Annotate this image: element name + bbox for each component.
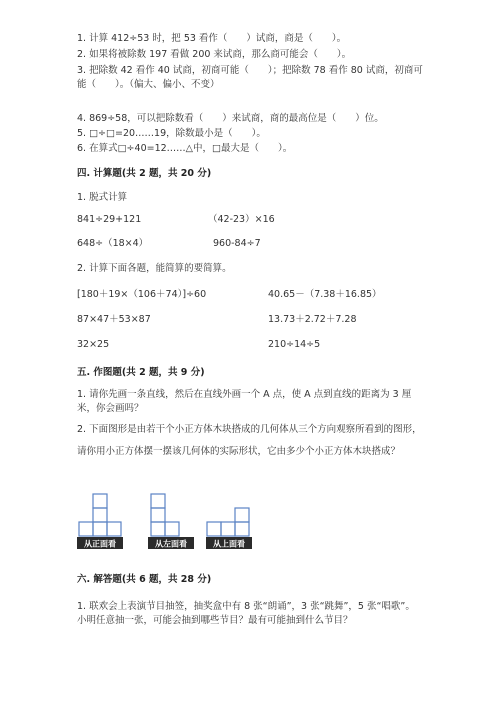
section-4-q2: 2. 计算下面各题，能简算的要简算。 <box>77 263 232 274</box>
question-3-4: 4. 869÷58，可以把除数看（ ）来试商，商的最高位是（ ）位。 <box>77 113 384 124</box>
calc-item: 648÷（18×4） <box>77 238 149 249</box>
calc-item: 13.73＋2.72＋7.28 <box>268 314 357 325</box>
calc-item: 960-84÷7 <box>213 238 261 249</box>
calc-item: 40.65－（7.38＋16.85） <box>268 289 382 300</box>
question-3-2: 2. 如果将被除数 197 看做 200 来试商，那么商可能会（ ）。 <box>77 49 352 60</box>
section-5-q2: 2. 下面图形是由若干个小正方体木块搭成的几何体从三个方向观察所看到的图形，请你用小正方体摆一摆该几何体的实际形状，它由多少个小正方体木块搭成？ <box>77 424 422 458</box>
question-3-3: 3. 把除数 42 看作 40 试商，初商可能（ ）；把除数 78 看作 80 试商，初商可能（ ）。（偏大、偏小、不变） <box>77 65 423 90</box>
front-view-label: 从正面看 <box>84 539 116 549</box>
section-4-title: 四. 计算题(共 2 题，共 20 分) <box>77 168 212 179</box>
calc-item: 210÷14÷5 <box>268 339 321 350</box>
calc-item: 87×47＋53×87 <box>77 314 151 325</box>
top-view-label: 从上面看 <box>213 539 245 549</box>
three-view-figure <box>75 493 275 558</box>
top-view <box>207 508 249 536</box>
section-5-q1: 1. 请你先画一条直线，然后在直线外画一个 A 点，使 A 点到直线的距离为 3 厘米，你会画吗？ <box>77 389 412 414</box>
section-5-title: 五. 作图题(共 2 题，共 9 分) <box>77 367 205 378</box>
question-3-1: 1. 计算 412÷53 时，把 53 看作（ ）试商，商是（ ）。 <box>77 33 347 44</box>
front-view <box>79 494 121 536</box>
calc-item: 32×25 <box>77 339 110 350</box>
left-view <box>151 494 179 536</box>
calc-item: （42-23）×16 <box>208 214 275 225</box>
section-4-q1: 1. 脱式计算 <box>77 192 128 203</box>
section-6-title: 六. 解答题(共 6 题，共 28 分) <box>77 574 212 585</box>
section-6-q1: 1. 联欢会上表演节目抽签，抽奖盒中有 8 张“朗诵”，3 张“跳舞”，5 张“唱歌”。小明任意抽一张，可能会抽到哪些节目？最有可能抽到什么节目？ <box>77 601 415 626</box>
calc-item: 841÷29+121 <box>77 214 142 225</box>
calc-item: [180＋19×（106＋74）]÷60 <box>77 289 207 300</box>
question-3-6: 6. 在算式□÷40=12……△中，□最大是（ ）。 <box>77 143 293 154</box>
question-3-5: 5. □÷□=20……19，除数最小是（ ）。 <box>77 128 266 139</box>
left-view-label: 从左面看 <box>155 539 187 549</box>
